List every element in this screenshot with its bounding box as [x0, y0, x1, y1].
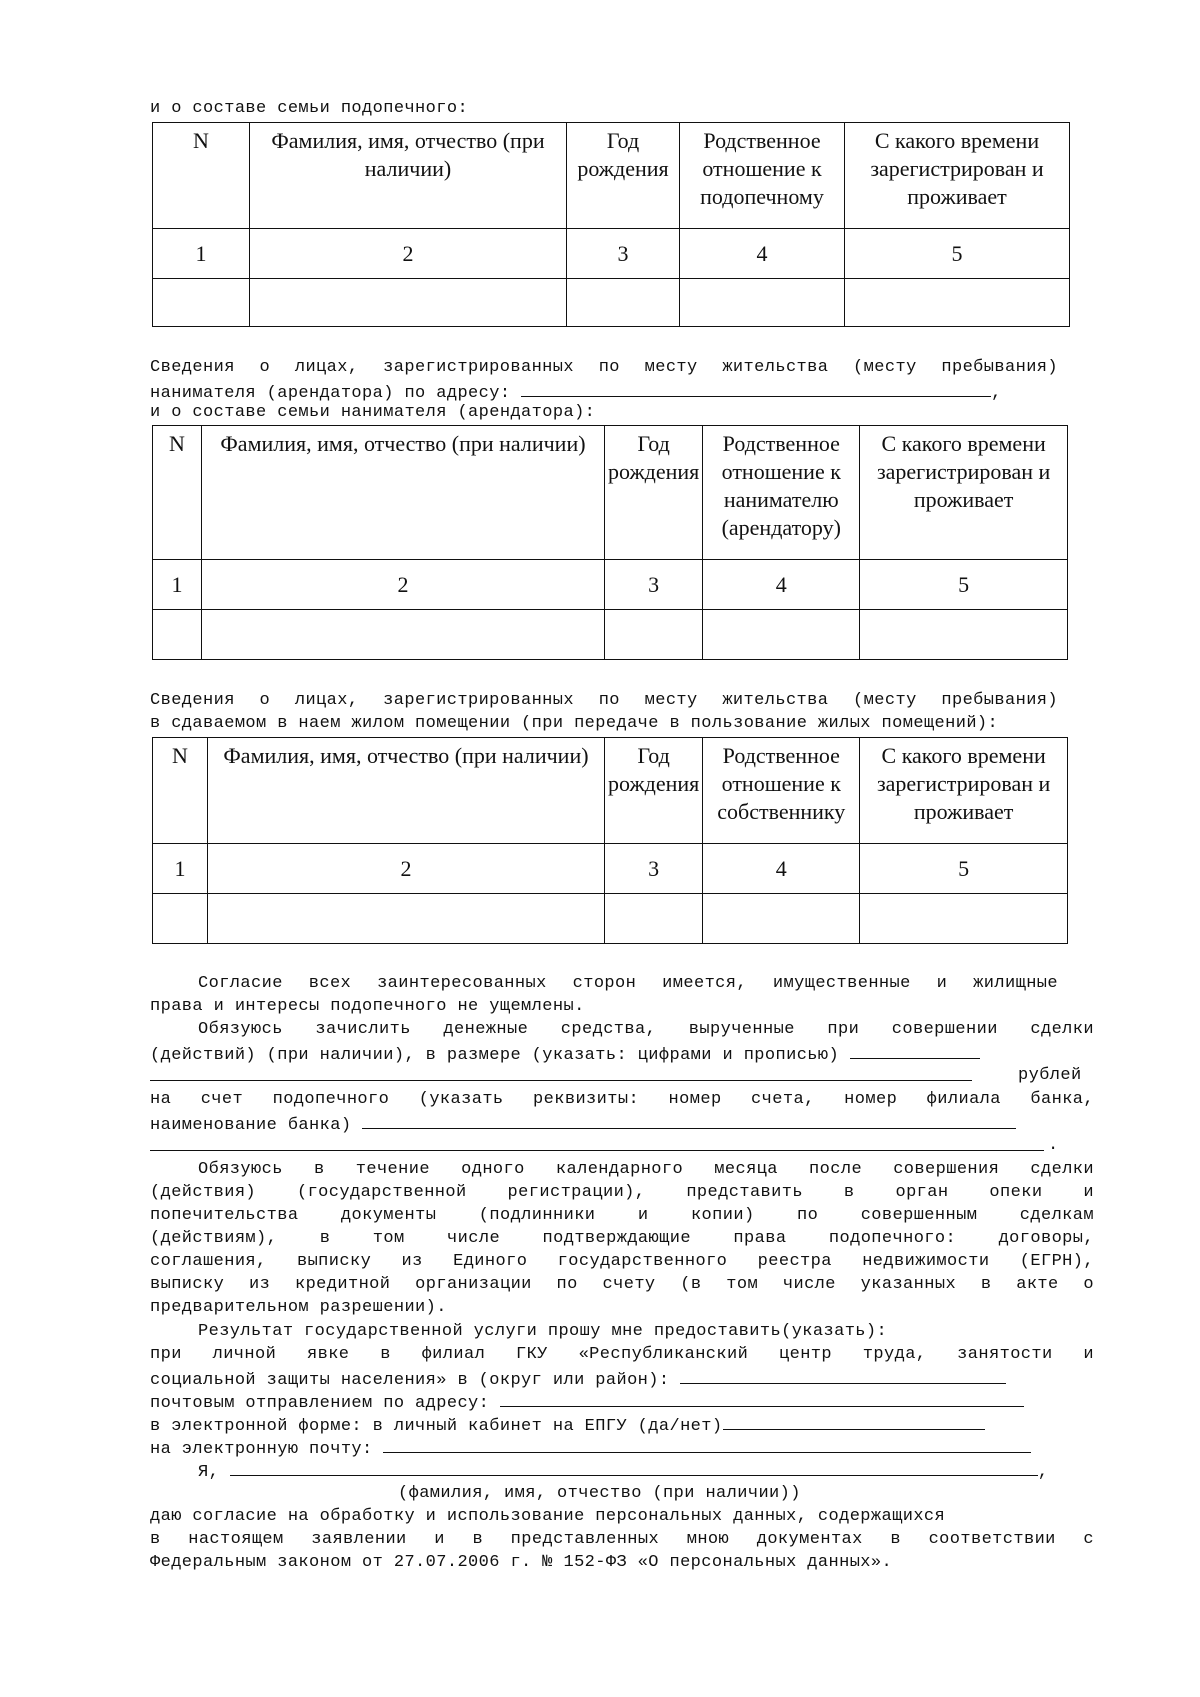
col-number: 2: [202, 560, 605, 610]
account-line2: [150, 1111, 1016, 1137]
result-line1: Результат государственной услуги прошу мне предоставить(указать):: [198, 1322, 888, 1341]
col-number: 3: [605, 844, 703, 894]
district-label: социальной защиты населения» в (округ или район):: [150, 1371, 670, 1390]
empty-cell[interactable]: [605, 894, 703, 944]
empty-cell[interactable]: [860, 610, 1068, 660]
ya-label: Я,: [198, 1463, 220, 1482]
empty-cell[interactable]: [202, 610, 605, 660]
bank-details-field[interactable]: [362, 1111, 1016, 1129]
header-n: N: [153, 123, 250, 229]
col-number: 1: [153, 560, 202, 610]
address-field[interactable]: [521, 379, 991, 397]
header-relation: Родственное отношение к собственнику: [703, 738, 860, 844]
col-number: 4: [703, 844, 860, 894]
oblige-line1: Обязуюсь зачислить денежные средства, вырученные при совершении сделки: [198, 1020, 1094, 1039]
comma: ,: [1037, 1463, 1049, 1482]
month-line7: предварительном разрешении).: [150, 1298, 447, 1317]
col-number: 4: [703, 560, 860, 610]
mail-label: почтовым отправлением по адресу:: [150, 1394, 490, 1413]
ya-line: [198, 1458, 1048, 1484]
empty-cell[interactable]: [208, 894, 605, 944]
header-registered-since: С какого времени зарегистрирован и проживает: [860, 426, 1068, 560]
result-line2: при личной явке в филиал ГКУ «Республиканский центр труда, занятости и: [150, 1345, 1094, 1364]
empty-cell[interactable]: [250, 279, 567, 327]
amount-field-continued[interactable]: [150, 1080, 972, 1081]
month-line1: Обязуюсь в течение одного календарного месяца после совершения сделки: [198, 1160, 1094, 1179]
header-fio: Фамилия, имя, отчество (при наличии): [202, 426, 605, 560]
header-birth-year: Год рождения: [605, 738, 703, 844]
section3-line1: Сведения о лицах, зарегистрированных по месту жительства (месту пребывания): [150, 691, 1058, 710]
account-line1: на счет подопечного (указать реквизиты: номер счета, номер филиала банка,: [150, 1090, 1094, 1109]
col-number: 1: [153, 844, 208, 894]
oblige-line2-text: (действий) (при наличии), в размере (указать: цифрами и прописью): [150, 1046, 840, 1065]
col-number: 2: [208, 844, 605, 894]
empty-cell[interactable]: [567, 279, 680, 327]
pd-line1: даю согласие на обработку и использование персональных данных, содержащихся: [150, 1507, 946, 1526]
bank-details-field-continued[interactable]: [150, 1150, 1044, 1151]
month-line5: соглашения, выписку из Единого государственного реестра недвижимости (ЕГРН),: [150, 1252, 1094, 1271]
email-field[interactable]: [383, 1435, 1031, 1453]
col-number: 4: [680, 229, 845, 279]
oblige-line2: [150, 1041, 980, 1067]
pd-line2: в настоящем заявлении и в представленных мною документах в соответствии с: [150, 1530, 1094, 1549]
consent-line2: права и интересы подопечного не ущемлены.: [150, 997, 585, 1016]
empty-cell[interactable]: [153, 610, 202, 660]
section3-line2: в сдаваемом в наем жилом помещении (при передаче в пользование жилых помещений):: [150, 714, 999, 733]
rubles-label: рублей: [1018, 1066, 1082, 1085]
col-number: 2: [250, 229, 567, 279]
consent-line1: Согласие всех заинтересованных сторон имеется, имущественные и жилищные: [198, 974, 1058, 993]
header-birth-year: Год рождения: [567, 123, 680, 229]
col-number: 3: [605, 560, 703, 610]
empty-cell[interactable]: [703, 894, 860, 944]
period: .: [1048, 1136, 1059, 1155]
district-field[interactable]: [680, 1366, 1006, 1384]
col-number: 3: [567, 229, 680, 279]
section2-intro: и о составе семьи нанимателя (арендатора):: [150, 403, 596, 422]
fio-caption: (фамилия, имя, отчество (при наличии)): [398, 1484, 801, 1503]
header-n: N: [153, 426, 202, 560]
epgu-label: в электронной форме: в личный кабинет на ЕПГУ (да/нет): [150, 1417, 723, 1436]
col-number: 5: [845, 229, 1070, 279]
month-line4: (действиям), в том числе подтверждающие права подопечного: договоры,: [150, 1229, 1094, 1248]
fio-field[interactable]: [230, 1458, 1038, 1476]
empty-cell[interactable]: [845, 279, 1070, 327]
empty-cell[interactable]: [605, 610, 703, 660]
header-n: N: [153, 738, 208, 844]
pd-line3: Федеральным законом от 27.07.2006 г. № 152-ФЗ «О персональных данных».: [150, 1553, 893, 1572]
header-registered-since: С какого времени зарегистрирован и проживает: [860, 738, 1068, 844]
col-number: 1: [153, 229, 250, 279]
section2-line1: Сведения о лицах, зарегистрированных по месту жительства (месту пребывания): [150, 358, 1058, 377]
month-line2: (действия) (государственной регистрации), представить в орган опеки и: [150, 1183, 1094, 1202]
header-relation: Родственное отношение к нанимателю (арендатору): [703, 426, 860, 560]
mail-address-field[interactable]: [500, 1389, 1024, 1407]
account-label: наименование банка): [150, 1116, 352, 1135]
section1-intro: и о составе семьи подопечного:: [150, 99, 469, 118]
address-label: нанимателя (арендатора) по адресу:: [150, 384, 511, 403]
header-fio: Фамилия, имя, отчество (при наличии): [208, 738, 605, 844]
month-line3: попечительства документы (подлинники и копии) по совершенным сделкам: [150, 1206, 1094, 1225]
family-table-owner: [152, 737, 1068, 944]
col-number: 5: [860, 844, 1068, 894]
header-fio: Фамилия, имя, отчество (при наличии): [250, 123, 567, 229]
header-relation: Родственное отношение к подопечному: [680, 123, 845, 229]
family-table-ward: [152, 122, 1070, 327]
month-line6: выписку из кредитной организации по счету (в том числе указанных в акте о: [150, 1275, 1094, 1294]
empty-cell[interactable]: [153, 279, 250, 327]
amount-field[interactable]: [850, 1041, 980, 1059]
empty-cell[interactable]: [703, 610, 860, 660]
family-table-tenant: [152, 425, 1068, 660]
epgu-field[interactable]: [723, 1412, 985, 1430]
header-birth-year: Год рождения: [605, 426, 703, 560]
header-registered-since: С какого времени зарегистрирован и проживает: [845, 123, 1070, 229]
empty-cell[interactable]: [153, 894, 208, 944]
email-label: на электронную почту:: [150, 1440, 373, 1459]
empty-cell[interactable]: [680, 279, 845, 327]
empty-cell[interactable]: [860, 894, 1068, 944]
comma: ,: [991, 384, 1002, 403]
col-number: 5: [860, 560, 1068, 610]
